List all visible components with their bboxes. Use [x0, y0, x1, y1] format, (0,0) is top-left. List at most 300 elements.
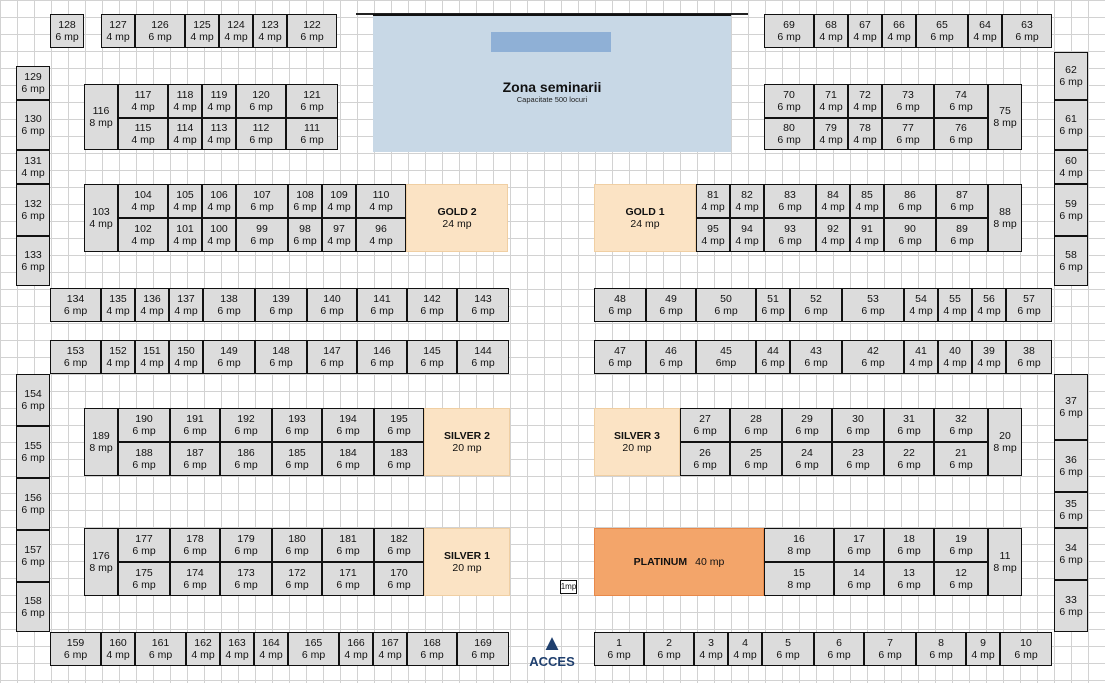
- booth-area: 4 mp: [190, 31, 214, 43]
- booth-area: 6 mp: [183, 425, 207, 437]
- booth-2[interactable]: [644, 632, 694, 666]
- seminar-zone-capacity: Capacitate 500 locuri: [516, 94, 588, 104]
- booth-194[interactable]: [322, 408, 374, 442]
- booth-136[interactable]: [135, 288, 169, 322]
- booth-97[interactable]: [322, 218, 356, 252]
- booth-area: 4 mp: [173, 134, 197, 146]
- booth-area: 6 mp: [269, 305, 293, 317]
- booth-silver-1[interactable]: [424, 528, 510, 596]
- booth-184[interactable]: [322, 442, 374, 476]
- booth-29[interactable]: [782, 408, 832, 442]
- booth-number: SILVER 3: [614, 430, 660, 442]
- booth-114[interactable]: [168, 118, 202, 150]
- booth-71[interactable]: [814, 84, 848, 118]
- booth-126[interactable]: [135, 14, 185, 48]
- booth-174[interactable]: [170, 562, 220, 596]
- booth-1mp[interactable]: [560, 580, 577, 594]
- booth-93[interactable]: [764, 218, 816, 252]
- booth-191[interactable]: [170, 408, 220, 442]
- booth-180[interactable]: [272, 528, 322, 562]
- booth-177[interactable]: [118, 528, 170, 562]
- booth-number: 109: [330, 189, 348, 201]
- booth-area: 8 mp: [993, 562, 1017, 574]
- booth-number: 135: [109, 293, 127, 305]
- booth-80[interactable]: [764, 118, 814, 150]
- booth-number: 50: [720, 293, 732, 305]
- booth-area: 4 mp: [173, 235, 197, 247]
- booth-area: 6 mp: [897, 545, 921, 557]
- booth-39[interactable]: [972, 340, 1006, 374]
- booth-44[interactable]: [756, 340, 790, 374]
- booth-area: 6 mp: [300, 31, 324, 43]
- booth-131[interactable]: [16, 150, 50, 184]
- booth-61[interactable]: [1054, 100, 1088, 150]
- booth-62[interactable]: [1054, 52, 1088, 100]
- booth-87[interactable]: [936, 184, 988, 218]
- booth-number: 10: [1020, 637, 1032, 649]
- booth-95[interactable]: [696, 218, 730, 252]
- booth-146[interactable]: [357, 340, 407, 374]
- booth-78[interactable]: [848, 118, 882, 150]
- booth-193[interactable]: [272, 408, 322, 442]
- booth-118[interactable]: [168, 84, 202, 118]
- booth-102[interactable]: [118, 218, 168, 252]
- booth-number: 164: [262, 637, 280, 649]
- booth-area: 6 mp: [336, 425, 360, 437]
- booth-137[interactable]: [169, 288, 203, 322]
- booth-32[interactable]: [934, 408, 988, 442]
- booth-143[interactable]: [457, 288, 509, 322]
- booth-area: 24 mp: [442, 218, 472, 230]
- booth-147[interactable]: [307, 340, 357, 374]
- booth-120[interactable]: [236, 84, 286, 118]
- booth-area: 4 mp: [819, 101, 843, 113]
- booth-number: 54: [915, 293, 927, 305]
- booth-number: 102: [134, 223, 152, 235]
- booth-188[interactable]: [118, 442, 170, 476]
- booth-area: 6 mp: [950, 235, 974, 247]
- booth-50[interactable]: [696, 288, 756, 322]
- booth-47[interactable]: [594, 340, 646, 374]
- booth-area: 4 mp: [207, 101, 231, 113]
- booth-area: 4 mp: [853, 101, 877, 113]
- booth-67[interactable]: [848, 14, 882, 48]
- booth-86[interactable]: [884, 184, 936, 218]
- booth-98[interactable]: [288, 218, 322, 252]
- booth-83[interactable]: [764, 184, 816, 218]
- booth-112[interactable]: [236, 118, 286, 150]
- booth-1[interactable]: [594, 632, 644, 666]
- booth-150[interactable]: [169, 340, 203, 374]
- booth-99[interactable]: [236, 218, 288, 252]
- booth-area: 4 mp: [943, 305, 967, 317]
- booth-26[interactable]: [680, 442, 730, 476]
- booth-133[interactable]: [16, 236, 50, 286]
- booth-area: 6 mp: [1015, 31, 1039, 43]
- booth-105[interactable]: [168, 184, 202, 218]
- booth-58[interactable]: [1054, 236, 1088, 286]
- booth-35[interactable]: [1054, 492, 1088, 528]
- booth-122[interactable]: [287, 14, 337, 48]
- booth-number: 84: [827, 189, 839, 201]
- booth-100[interactable]: [202, 218, 236, 252]
- booth-number: 74: [955, 89, 967, 101]
- booth-area: 6 mp: [387, 545, 411, 557]
- booth-49[interactable]: [646, 288, 696, 322]
- booth-10[interactable]: [1000, 632, 1052, 666]
- booth-69[interactable]: [764, 14, 814, 48]
- booth-area: 6 mp: [950, 201, 974, 213]
- booth-14[interactable]: [834, 562, 884, 596]
- booth-number: 193: [288, 413, 306, 425]
- booth-number: 171: [339, 567, 357, 579]
- booth-gold-1[interactable]: [594, 184, 696, 252]
- booth-81[interactable]: [696, 184, 730, 218]
- booth-82[interactable]: [730, 184, 764, 218]
- booth-124[interactable]: [219, 14, 253, 48]
- booth-area: 4 mp: [973, 31, 997, 43]
- booth-70[interactable]: [764, 84, 814, 118]
- booth-number: 115: [134, 122, 152, 134]
- booth-25[interactable]: [730, 442, 782, 476]
- booth-number: 124: [227, 19, 245, 31]
- booth-152[interactable]: [101, 340, 135, 374]
- booth-area: 6 mp: [21, 125, 45, 137]
- booth-119[interactable]: [202, 84, 236, 118]
- booth-3[interactable]: [694, 632, 728, 666]
- booth-area: 6 mp: [1059, 466, 1083, 478]
- booth-area: 4 mp: [853, 31, 877, 43]
- booth-51[interactable]: [756, 288, 790, 322]
- booth-141[interactable]: [357, 288, 407, 322]
- booth-number: 5: [785, 637, 791, 649]
- booth-number: 1: [616, 637, 622, 649]
- booth-63[interactable]: [1002, 14, 1052, 48]
- booth-silver-2[interactable]: [424, 408, 510, 476]
- booth-31[interactable]: [884, 408, 934, 442]
- booth-167[interactable]: [373, 632, 407, 666]
- booth-140[interactable]: [307, 288, 357, 322]
- booth-area: 6 mp: [861, 305, 885, 317]
- booth-11[interactable]: [988, 528, 1022, 596]
- booth-area: 6 mp: [55, 31, 79, 43]
- booth-142[interactable]: [407, 288, 457, 322]
- booth-area: 6 mp: [693, 425, 717, 437]
- booth-52[interactable]: [790, 288, 842, 322]
- booth-number: 24: [801, 447, 813, 459]
- booth-104[interactable]: [118, 184, 168, 218]
- booth-16[interactable]: [764, 528, 834, 562]
- booth-number: 53: [867, 293, 879, 305]
- booth-175[interactable]: [118, 562, 170, 596]
- booth-163[interactable]: [220, 632, 254, 666]
- booth-area: 6 mp: [777, 134, 801, 146]
- booth-9[interactable]: [966, 632, 1000, 666]
- booth-area: 6 mp: [714, 305, 738, 317]
- booth-6[interactable]: [814, 632, 864, 666]
- booth-161[interactable]: [135, 632, 186, 666]
- booth-151[interactable]: [135, 340, 169, 374]
- booth-area: 6 mp: [420, 357, 444, 369]
- booth-138[interactable]: [203, 288, 255, 322]
- booth-65[interactable]: [916, 14, 968, 48]
- booth-38[interactable]: [1006, 340, 1052, 374]
- booth-46[interactable]: [646, 340, 696, 374]
- booth-89[interactable]: [936, 218, 988, 252]
- booth-area: 6 mp: [132, 425, 156, 437]
- booth-103[interactable]: [84, 184, 118, 252]
- booth-area: 6 mp: [183, 459, 207, 471]
- booth-59[interactable]: [1054, 184, 1088, 236]
- booth-108[interactable]: [288, 184, 322, 218]
- booth-109[interactable]: [322, 184, 356, 218]
- booth-77[interactable]: [882, 118, 934, 150]
- booth-148[interactable]: [255, 340, 307, 374]
- booth-15[interactable]: [764, 562, 834, 596]
- booth-area: 6 mp: [949, 425, 973, 437]
- booth-186[interactable]: [220, 442, 272, 476]
- booth-173[interactable]: [220, 562, 272, 596]
- booth-116[interactable]: [84, 84, 118, 150]
- booth-area: 6 mp: [269, 357, 293, 369]
- booth-33[interactable]: [1054, 580, 1088, 632]
- booth-170[interactable]: [374, 562, 424, 596]
- booth-85[interactable]: [850, 184, 884, 218]
- booth-79[interactable]: [814, 118, 848, 150]
- booth-number: 68: [825, 19, 837, 31]
- booth-185[interactable]: [272, 442, 322, 476]
- booth-27[interactable]: [680, 408, 730, 442]
- booth-area: 6 mp: [63, 649, 88, 661]
- booth-94[interactable]: [730, 218, 764, 252]
- booth-121[interactable]: [286, 84, 338, 118]
- booth-64[interactable]: [968, 14, 1002, 48]
- booth-number: 2: [666, 637, 672, 649]
- booth-101[interactable]: [168, 218, 202, 252]
- booth-160[interactable]: [101, 632, 135, 666]
- booth-number: 48: [614, 293, 626, 305]
- booth-190[interactable]: [118, 408, 170, 442]
- booth-number: 153: [66, 345, 85, 357]
- booth-117[interactable]: [118, 84, 168, 118]
- booth-169[interactable]: [457, 632, 509, 666]
- booth-number: 133: [24, 249, 42, 261]
- booth-number: 123: [261, 19, 279, 31]
- booth-132[interactable]: [16, 184, 50, 236]
- booth-area: 4 mp: [855, 201, 879, 213]
- booth-43[interactable]: [790, 340, 842, 374]
- booth-54[interactable]: [904, 288, 938, 322]
- booth-123[interactable]: [253, 14, 287, 48]
- booth-number: 180: [288, 533, 306, 545]
- booth-178[interactable]: [170, 528, 220, 562]
- booth-28[interactable]: [730, 408, 782, 442]
- booth-silver-3[interactable]: [594, 408, 680, 476]
- booth-number: 28: [750, 413, 762, 425]
- booth-area: 6 mp: [21, 261, 45, 273]
- booth-area: 6 mp: [387, 459, 411, 471]
- booth-5[interactable]: [762, 632, 814, 666]
- booth-145[interactable]: [407, 340, 457, 374]
- booth-area: 6 mp: [21, 210, 45, 222]
- booth-189[interactable]: [84, 408, 118, 476]
- booth-number: 190: [135, 413, 153, 425]
- booth-36[interactable]: [1054, 440, 1088, 492]
- booth-72[interactable]: [848, 84, 882, 118]
- booth-144[interactable]: [457, 340, 509, 374]
- booth-88[interactable]: [988, 184, 1022, 252]
- booth-159[interactable]: [50, 632, 101, 666]
- booth-168[interactable]: [407, 632, 457, 666]
- booth-number: 61: [1065, 113, 1077, 125]
- booth-24[interactable]: [782, 442, 832, 476]
- booth-113[interactable]: [202, 118, 236, 150]
- booth-107[interactable]: [236, 184, 288, 218]
- booth-4[interactable]: [728, 632, 762, 666]
- booth-74[interactable]: [934, 84, 988, 118]
- booth-number: 161: [151, 637, 170, 649]
- booth-area: 6 mp: [63, 305, 88, 317]
- booth-13[interactable]: [884, 562, 934, 596]
- booth-area: 6 mp: [132, 579, 156, 591]
- booth-127[interactable]: [101, 14, 135, 48]
- booth-55[interactable]: [938, 288, 972, 322]
- booth-181[interactable]: [322, 528, 374, 562]
- booth-number: 56: [983, 293, 995, 305]
- booth-area: 6 mp: [608, 357, 632, 369]
- booth-162[interactable]: [186, 632, 220, 666]
- booth-75[interactable]: [988, 84, 1022, 150]
- booth-90[interactable]: [884, 218, 936, 252]
- booth-number: 140: [323, 293, 341, 305]
- booth-37[interactable]: [1054, 374, 1088, 440]
- booth-number: 121: [303, 89, 321, 101]
- booth-area: 6 mp: [285, 545, 309, 557]
- booth-115[interactable]: [118, 118, 168, 150]
- booth-66[interactable]: [882, 14, 916, 48]
- booth-192[interactable]: [220, 408, 272, 442]
- booth-23[interactable]: [832, 442, 884, 476]
- booth-135[interactable]: [101, 288, 135, 322]
- booth-gold-2[interactable]: [406, 184, 508, 252]
- booth-56[interactable]: [972, 288, 1006, 322]
- booth-96[interactable]: [356, 218, 406, 252]
- booth-68[interactable]: [814, 14, 848, 48]
- booth-area: 6 mp: [1059, 554, 1083, 566]
- booth-130[interactable]: [16, 100, 50, 150]
- booth-84[interactable]: [816, 184, 850, 218]
- booth-91[interactable]: [850, 218, 884, 252]
- booth-21[interactable]: [934, 442, 988, 476]
- booth-area: 4 mp: [259, 649, 283, 661]
- booth-17[interactable]: [834, 528, 884, 562]
- booth-106[interactable]: [202, 184, 236, 218]
- booth-number: 189: [92, 430, 110, 442]
- booth-92[interactable]: [816, 218, 850, 252]
- booth-139[interactable]: [255, 288, 307, 322]
- booth-number: 179: [237, 533, 255, 545]
- booth-number: 175: [135, 567, 153, 579]
- booth-153[interactable]: [50, 340, 101, 374]
- booth-158[interactable]: [16, 582, 50, 632]
- booth-45[interactable]: [696, 340, 756, 374]
- booth-22[interactable]: [884, 442, 934, 476]
- booth-number: GOLD 1: [625, 206, 665, 218]
- booth-187[interactable]: [170, 442, 220, 476]
- booth-number: 152: [109, 345, 127, 357]
- booth-179[interactable]: [220, 528, 272, 562]
- booth-area: 6 mp: [795, 425, 819, 437]
- booth-number: 39: [983, 345, 995, 357]
- booth-165[interactable]: [288, 632, 339, 666]
- booth-154[interactable]: [16, 374, 50, 426]
- booth-48[interactable]: [594, 288, 646, 322]
- booth-164[interactable]: [254, 632, 288, 666]
- booth-111[interactable]: [286, 118, 338, 150]
- booth-number: 62: [1065, 64, 1077, 76]
- booth-19[interactable]: [934, 528, 988, 562]
- booth-60[interactable]: [1054, 150, 1088, 184]
- booth-157[interactable]: [16, 530, 50, 582]
- booth-number: 166: [347, 637, 365, 649]
- booth-number: 185: [288, 447, 306, 459]
- booth-18[interactable]: [884, 528, 934, 562]
- booth-area: 6 mp: [1059, 606, 1083, 618]
- booth-7[interactable]: [864, 632, 916, 666]
- booth-20[interactable]: [988, 408, 1022, 476]
- booth-area: 6 mp: [847, 545, 871, 557]
- booth-166[interactable]: [339, 632, 373, 666]
- booth-125[interactable]: [185, 14, 219, 48]
- booth-129[interactable]: [16, 66, 50, 100]
- booth-number: 145: [423, 345, 441, 357]
- booth-34[interactable]: [1054, 528, 1088, 580]
- booth-172[interactable]: [272, 562, 322, 596]
- booth-area: 4 mp: [943, 357, 967, 369]
- booth-128[interactable]: [50, 14, 84, 48]
- booth-183[interactable]: [374, 442, 424, 476]
- booth-195[interactable]: [374, 408, 424, 442]
- booth-number: 113: [210, 122, 228, 134]
- booth-8[interactable]: [916, 632, 966, 666]
- booth-number: 40: [949, 345, 961, 357]
- booth-176[interactable]: [84, 528, 118, 596]
- booth-53[interactable]: [842, 288, 904, 322]
- booth-number: 122: [303, 19, 321, 31]
- booth-156[interactable]: [16, 478, 50, 530]
- booth-171[interactable]: [322, 562, 374, 596]
- booth-155[interactable]: [16, 426, 50, 478]
- booth-57[interactable]: [1006, 288, 1052, 322]
- booth-12[interactable]: [934, 562, 988, 596]
- booth-number: 71: [825, 89, 837, 101]
- booth-platinum[interactable]: [594, 528, 764, 596]
- booth-73[interactable]: [882, 84, 934, 118]
- booth-40[interactable]: [938, 340, 972, 374]
- booth-number: 119: [210, 89, 228, 101]
- booth-41[interactable]: [904, 340, 938, 374]
- booth-134[interactable]: [50, 288, 101, 322]
- booth-area: 4 mp: [819, 31, 843, 43]
- booth-30[interactable]: [832, 408, 884, 442]
- booth-149[interactable]: [203, 340, 255, 374]
- booth-110[interactable]: [356, 184, 406, 218]
- booth-42[interactable]: [842, 340, 904, 374]
- booth-76[interactable]: [934, 118, 988, 150]
- booth-182[interactable]: [374, 528, 424, 562]
- booth-area: 4 mp: [327, 201, 351, 213]
- seminar-zone[interactable]: [373, 14, 731, 152]
